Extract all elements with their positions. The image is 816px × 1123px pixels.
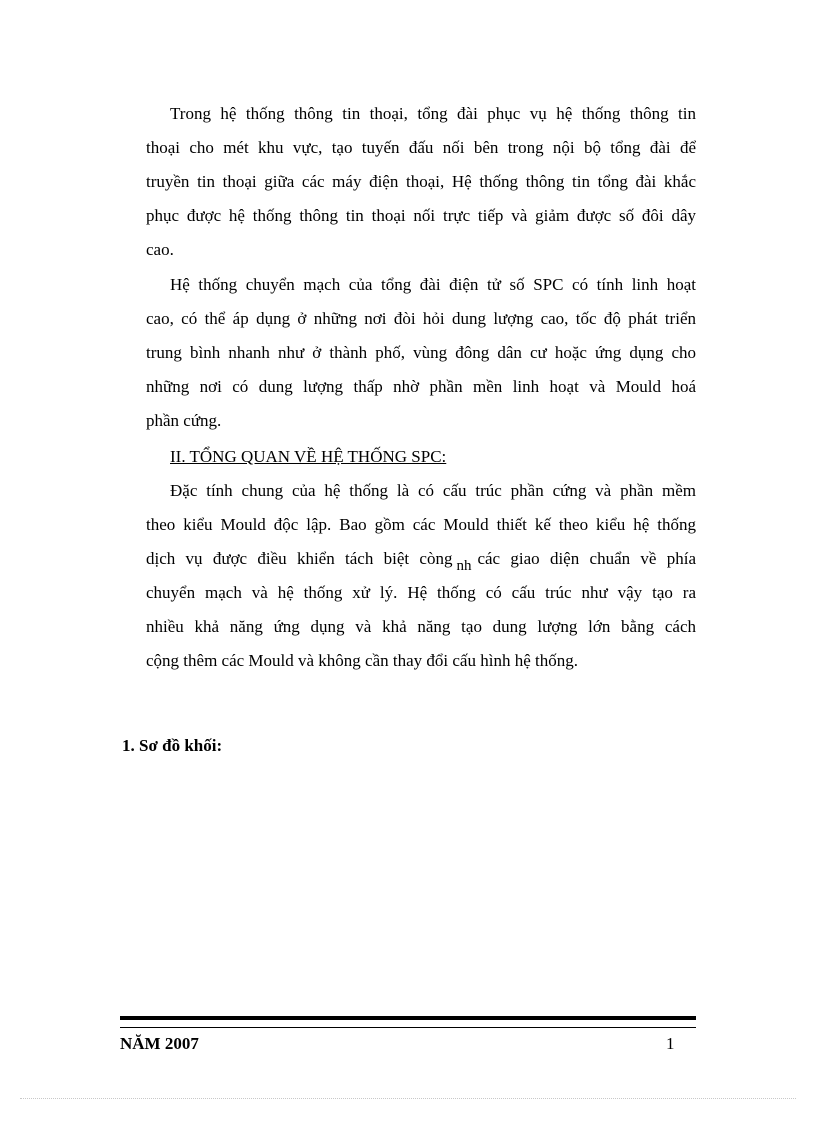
- text-line: phục được hệ thống thông tin thoại nối trực tiếp và giảm được số đôi dây: [146, 206, 696, 225]
- text-fragment: dịch vụ được điều khiển tách biệt còng: [146, 549, 453, 568]
- text-line: thoại cho mét khu vực, tạo tuyến đấu nối bên trong nội bộ tổng đài để: [146, 138, 696, 157]
- text-line: nhiều khả năng ứng dụng và khả năng tạo dung lượng lớn bằng cách: [146, 617, 696, 636]
- text-line: chuyển mạch và hệ thống xử lý. Hệ thống có cấu trúc như vậy tạo ra: [146, 583, 696, 602]
- text-fragment: các giao diện chuẩn về phía: [477, 549, 697, 568]
- text-line: những nơi có dung lượng thấp nhờ phần mền linh hoạt và Mould hoá: [146, 377, 696, 396]
- paragraph-spc-switching: [146, 268, 696, 438]
- text-line: truyền tin thoại giữa các máy điện thoại, Hệ thống thông tin tổng đài khắc: [146, 172, 696, 191]
- text-line: trung bình nhanh như ở thành phố, vùng đông dân cư hoặc ứng dụng cho: [146, 343, 696, 362]
- footer-rule-thick: [120, 1016, 696, 1020]
- page-bottom-border: [20, 1098, 796, 1099]
- text-line: cộng thêm các Mould và không cần thay đổi cấu hình hệ thống.: [146, 651, 578, 670]
- text-line: Trong hệ thống thông tin thoại, tổng đài phục vụ hệ thống thông tin: [170, 104, 696, 123]
- section-title-block-diagram: 1. Sơ đồ khối:: [122, 736, 223, 755]
- footer-year: NĂM 2007: [120, 1034, 199, 1053]
- paragraph-telephony-intro: [146, 97, 696, 267]
- footer-rule-thin: [120, 1027, 696, 1028]
- text-line: phần cứng.: [146, 411, 222, 430]
- paragraph-general-characteristics: [146, 474, 696, 678]
- text-line: [146, 542, 696, 576]
- text-line: cao, có thể áp dụng ở những nơi đòi hỏi dung lượng cao, tốc độ phát triển: [146, 309, 696, 328]
- subscript-fragment: nh: [456, 558, 472, 574]
- text-line: cao.: [146, 240, 174, 259]
- page-number: 1: [666, 1034, 675, 1053]
- text-line: Đặc tính chung của hệ thống là có cấu trúc phần cứng và phần mềm: [170, 481, 696, 500]
- section-heading-overview: II. TỔNG QUAN VỀ HỆ THỐNG SPC:: [170, 447, 447, 466]
- text-line: Hệ thống chuyển mạch của tổng đài điện tử số SPC có tính linh hoạt: [170, 275, 696, 294]
- text-line: theo kiểu Mould độc lập. Bao gồm các Mould thiết kế theo kiểu hệ thống: [146, 515, 696, 534]
